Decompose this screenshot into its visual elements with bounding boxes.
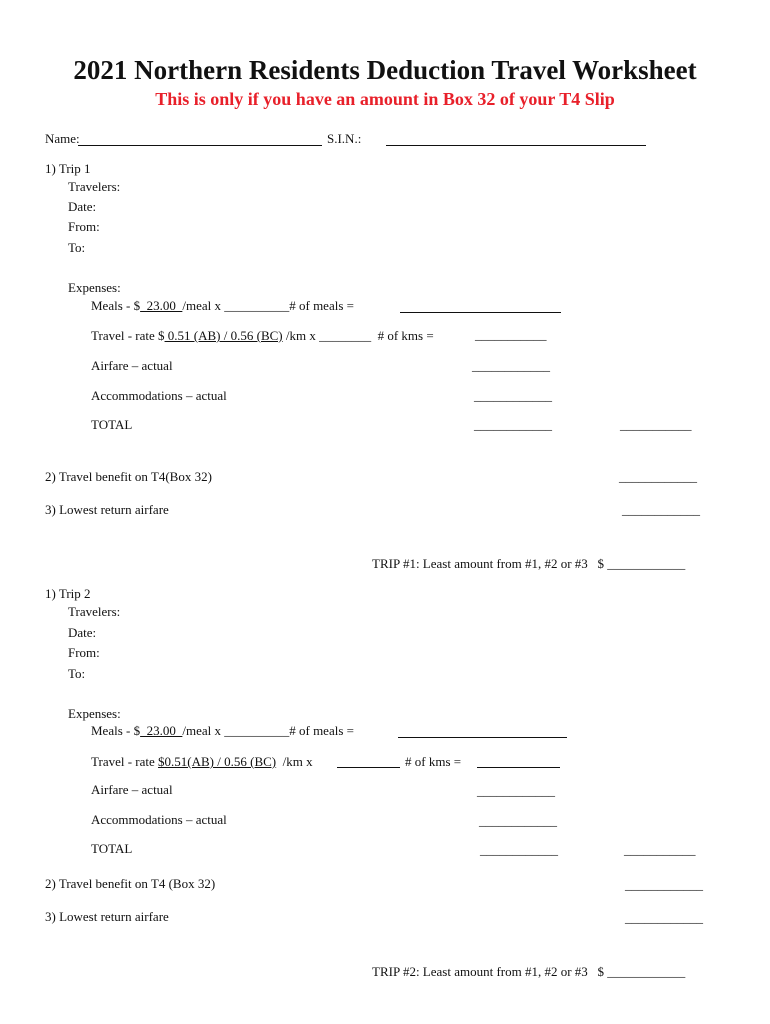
from-label: From: — [68, 219, 100, 234]
meals-row — [91, 723, 354, 738]
total-label: TOTAL — [91, 417, 133, 432]
travel-prefix: Travel - rate — [91, 754, 159, 769]
date-label: Date: — [68, 625, 97, 640]
from-label: From: — [68, 645, 100, 660]
travel-rate: $0.51(AB) / 0.56 (BC) — [158, 754, 277, 769]
travelers-label: Travelers: — [68, 179, 121, 194]
date-label: Date: — [68, 199, 97, 214]
accommodations-field[interactable]: ____________ — [479, 813, 557, 828]
travel-row — [91, 328, 434, 343]
name-label: Name: — [45, 131, 80, 146]
lowest-airfare-label: 3) Lowest return airfare — [45, 502, 169, 517]
meals-prefix: Meals - $ — [91, 298, 141, 313]
travel-benefit-field[interactable]: ____________ — [619, 469, 697, 484]
travel-suffix: /km x — [276, 754, 313, 769]
accommodations-label: Accommodations – actual — [91, 388, 227, 403]
travel-total-field[interactable]: ___________ — [475, 327, 547, 342]
meals-suffix: /meal x __________# of meals = — [182, 723, 354, 738]
trip-heading: 1) Trip 1 — [45, 161, 91, 176]
meals-rate: 23.00 — [140, 298, 183, 313]
to-label: To: — [68, 666, 86, 681]
total-final-field[interactable]: ___________ — [620, 417, 692, 432]
sin-label: S.I.N.: — [327, 131, 362, 146]
travel-benefit-label: 2) Travel benefit on T4 (Box 32) — [45, 876, 216, 891]
kms-label: # of kms = — [405, 754, 462, 769]
accommodations-label: Accommodations – actual — [91, 812, 227, 827]
page-title: 2021 Northern Residents Deduction Travel Worksheet — [73, 55, 697, 85]
sin-field[interactable] — [386, 145, 646, 146]
meals-rate: 23.00 — [140, 723, 183, 738]
travelers-label: Travelers: — [68, 604, 121, 619]
airfare-label: Airfare – actual — [91, 358, 173, 373]
airfare-field[interactable]: ____________ — [472, 358, 550, 373]
expenses-label: Expenses: — [68, 706, 121, 721]
travel-benefit-field[interactable]: ____________ — [625, 877, 703, 892]
page-subtitle: This is only if you have an amount in Box 32 of your T4 Slip — [155, 89, 615, 109]
airfare-field[interactable]: ____________ — [477, 783, 555, 798]
lowest-airfare-field[interactable]: ____________ — [622, 502, 700, 517]
trip-heading: 1) Trip 2 — [45, 586, 91, 601]
travel-row — [91, 754, 313, 769]
total-field[interactable]: ____________ — [474, 417, 552, 432]
trip-summary: TRIP #1: Least amount from #1, #2 or #3 $ ____________ — [372, 556, 686, 571]
total-final-field[interactable]: ___________ — [624, 842, 696, 857]
meals-row — [91, 298, 354, 313]
meals-suffix: /meal x __________# of meals = — [182, 298, 354, 313]
travel-prefix: Travel - rate $ — [91, 328, 165, 343]
km-field[interactable] — [337, 767, 400, 768]
meals-total-field[interactable] — [398, 737, 567, 738]
to-label: To: — [68, 240, 86, 255]
travel-rate: 0.51 (AB) / 0.56 (BC) — [164, 328, 283, 343]
total-field[interactable]: ____________ — [480, 842, 558, 857]
name-field[interactable] — [78, 145, 322, 146]
trip-summary: TRIP #2: Least amount from #1, #2 or #3 $ ____________ — [372, 964, 686, 979]
lowest-airfare-label: 3) Lowest return airfare — [45, 909, 169, 924]
meals-total-field[interactable] — [400, 312, 561, 313]
expenses-label: Expenses: — [68, 280, 121, 295]
travel-total-field[interactable] — [477, 767, 560, 768]
airfare-label: Airfare – actual — [91, 782, 173, 797]
travel-benefit-label: 2) Travel benefit on T4(Box 32) — [45, 469, 212, 484]
lowest-airfare-field[interactable]: ____________ — [625, 910, 703, 925]
total-label: TOTAL — [91, 841, 133, 856]
meals-prefix: Meals - $ — [91, 723, 141, 738]
travel-suffix: /km x ________ # of kms = — [282, 328, 434, 343]
accommodations-field[interactable]: ____________ — [474, 388, 552, 403]
